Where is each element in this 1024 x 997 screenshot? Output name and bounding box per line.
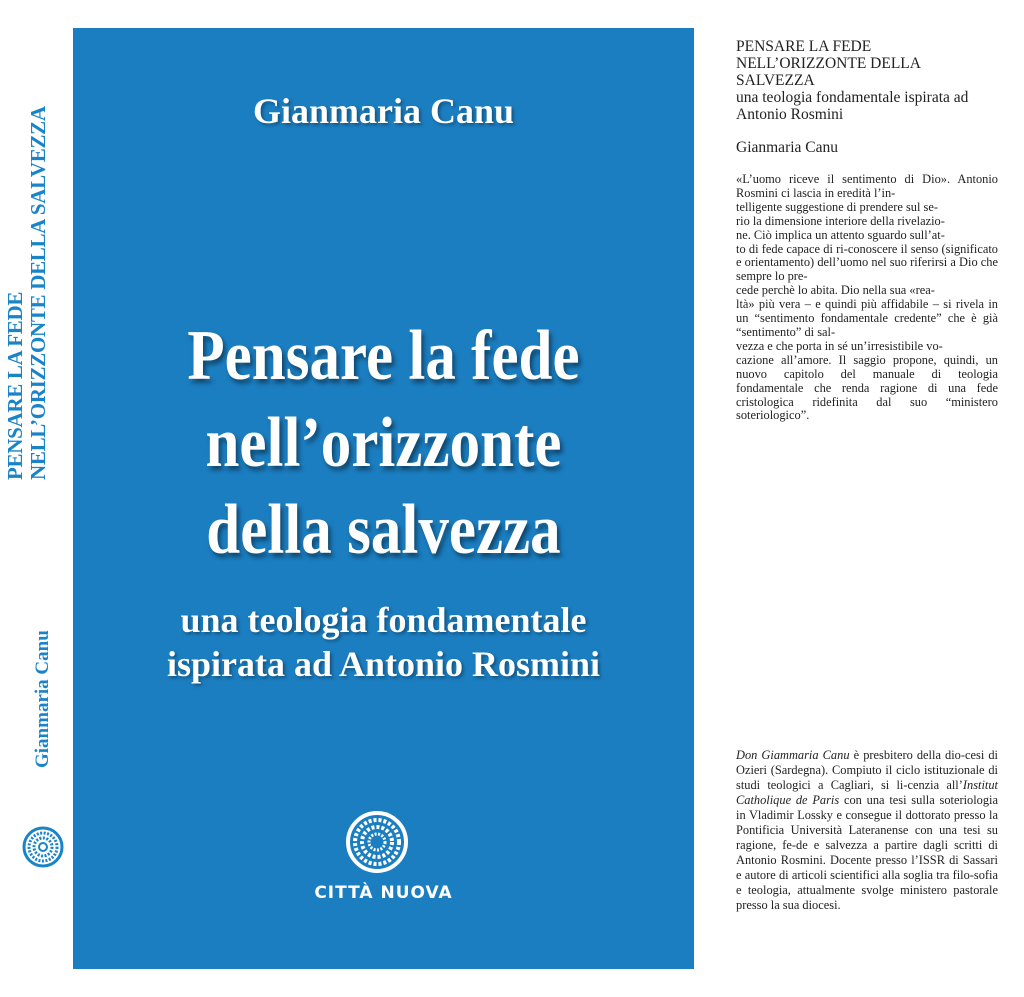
back-title — [736, 38, 998, 123]
cover-title-line-1: Pensare la fede — [187, 317, 580, 395]
citta-nuova-logo-icon — [345, 810, 409, 874]
spine-title-line-1: PENSARE LA FEDE — [3, 291, 27, 480]
book-spine — [0, 0, 72, 997]
back-author: Gianmaria Canu — [736, 139, 839, 156]
back-title-line-1: PENSARE LA FEDE — [736, 38, 872, 55]
back-title-line-2: NELL’ORIZZONTE DELLA — [736, 55, 921, 72]
cover-subtitle-line-2: ispirata ad Antonio Rosmini — [166, 644, 601, 684]
cover-title-line-3: della salvezza — [206, 491, 561, 569]
cover-title-line-2: nell’orizzonte — [205, 404, 562, 482]
bio-institute-name: Institut Catholique de Paris — [736, 778, 998, 807]
bio-text-part-1: è presbitero della dio-cesi di Ozieri (Sardegna). Compiuto il ciclo istituzionale di studi teologici a Cagliari, si li-cenzia all’ — [736, 748, 998, 792]
spine-author: Gianmaria Canu — [32, 630, 53, 768]
back-title-line-4: una teologia fondamentale ispirata ad — [736, 89, 969, 106]
publisher-logo-icon — [22, 826, 64, 868]
front-cover — [73, 28, 694, 969]
back-title-line-3: SALVEZZA — [736, 72, 815, 89]
bio-author-name: Don Giammaria Canu — [736, 748, 850, 762]
spine-title-line-2: NELL’ORIZZONTE DELLA SALVEZZA — [26, 106, 50, 480]
back-cover-text — [736, 38, 998, 423]
bio-text-part-2: con una tesi sulla soteriologia in Vladimir Lossky e consegue il dottorato presso la Pontificia Università Lateranense con una tesi su ragione, fe-de e salvezza a partire dagli scritti di Antonio Rosmini. Docente presso l’ISSR di Sassari e autore di articoli scientifici alla soglia tra filo-sofia e teologia, attualmente svolge ministero pastorale presso la sua diocesi. — [736, 793, 998, 912]
cover-author: Gianmaria Canu — [252, 91, 515, 131]
publisher-name: CITTÀ NUOVA — [314, 883, 453, 903]
author-bio — [736, 748, 998, 913]
cover-subtitle-line-1: una teologia fondamentale — [180, 600, 587, 640]
spine-title — [4, 80, 50, 480]
back-blurb: «L’uomo riceve il sentimento di Dio». Antonio Rosmini ci lascia in eredità l’in- telligente suggestione di prendere sul se- rio la dimensione interiore della rivelazio- ne. Ciò implica un attento sguardo sull’at- to di fede capace di ri-conoscere il senso (significato e orientamento) dell’uomo nel suo riferirsi a Dio che sempre lo pre- cede perchè lo abita. Dio nella sua «rea- ltà» più vera – e quindi più affidabile – si rivela in un “sentimento fondamentale credente” che è già “sentimento” di sal- vezza e che porta in sé un’irresistibile vo- cazione all’amore. Il saggio propone, quindi, un nuovo capitolo del manuale di teologia fondamentale che renda ragione di una fede cristologica ridefinita dal suo “ministero soteriologico”. — [736, 172, 998, 423]
cover-subtitle — [73, 598, 694, 686]
back-title-line-5: Antonio Rosmini — [736, 106, 844, 123]
cover-title — [116, 313, 650, 574]
